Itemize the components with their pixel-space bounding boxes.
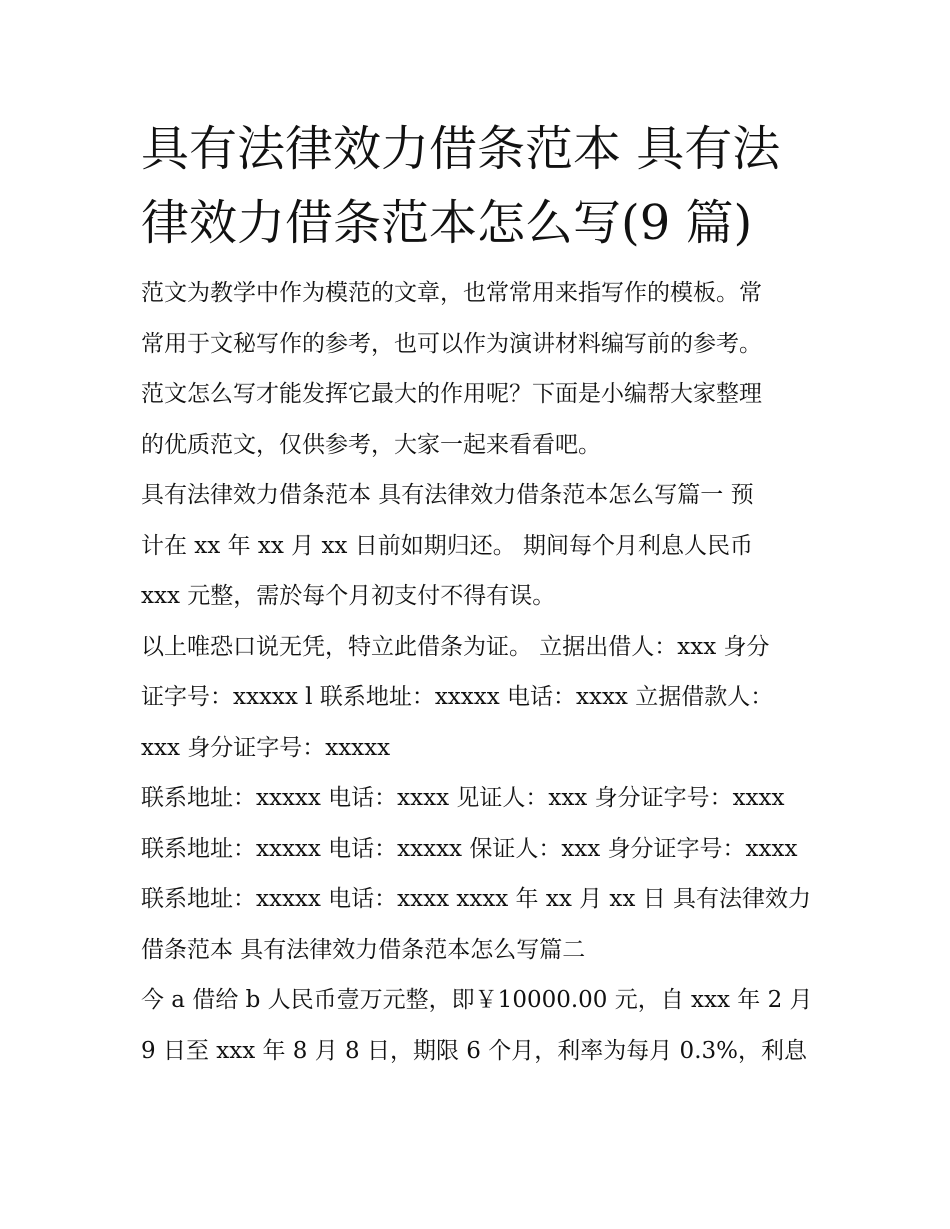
text-line: xxx 身分证字号：xxxxx [141, 734, 391, 761]
text-line: xxx 元整，需於每个月初支付不得有误。 [141, 583, 556, 609]
text-line: 联系地址：xxxxx 电话：xxxxx 保证人：xxx 身分证字号：xxxx [141, 835, 798, 862]
document-title [141, 112, 813, 260]
body-paragraph [141, 622, 813, 774]
text-line: 联系地址：xxxxx 电话：xxxx 见证人：xxx 身分证字号：xxxx [141, 785, 785, 811]
text-line: 9 日至 xxx 年 8 月 8 日，期限 6 个月，利率为每月 0.3%，利息 [141, 1037, 807, 1064]
text-line: 常用于文秘写作的参考，也可以作为演讲材料编写前的参考。 [141, 330, 762, 357]
document-page [141, 112, 813, 1076]
text-line: 具有法律效力借条范本 具有法律效力借条范本怎么写篇一 预 [141, 482, 754, 508]
text-line: 范文为教学中作为模范的文章，也常常用来指写作的模板。常 [141, 280, 762, 306]
text-line: 以上唯恐口说无凭，特立此借条为证。 立据出借人：xxx 身分 [141, 633, 770, 660]
text-line: 联系地址：xxxxx 电话：xxxx xxxx 年 xx 月 xx 日 具有法律效力 [141, 886, 811, 912]
text-line: 的优质范文，仅供参考，大家一起来看看吧。 [141, 431, 601, 458]
title-line: 具有法律效力借条范本 具有法 [141, 121, 781, 177]
text-line: 范文怎么写才能发挥它最大的作用呢？下面是小编帮大家整理 [141, 381, 762, 407]
title-line: 律效力借条范本怎么写(9 篇) [141, 195, 753, 251]
text-line: 证字号：xxxxx l 联系地址：xxxxx 电话：xxxx 立据借款人： [141, 684, 774, 710]
text-line: 计在 xx 年 xx 月 xx 日前如期归还。 期间每个月利息人民币 [141, 532, 754, 559]
body-paragraph [141, 470, 813, 622]
body-paragraph [141, 975, 813, 1076]
text-line: 今 a 借给 b 人民币壹万元整，即￥10000.00 元，自 xxx 年 2 月 [141, 987, 813, 1013]
body-paragraph [141, 773, 813, 975]
intro-paragraph [141, 268, 813, 470]
text-line: 借条范本 具有法律效力借条范本怎么写篇二 [141, 936, 586, 963]
